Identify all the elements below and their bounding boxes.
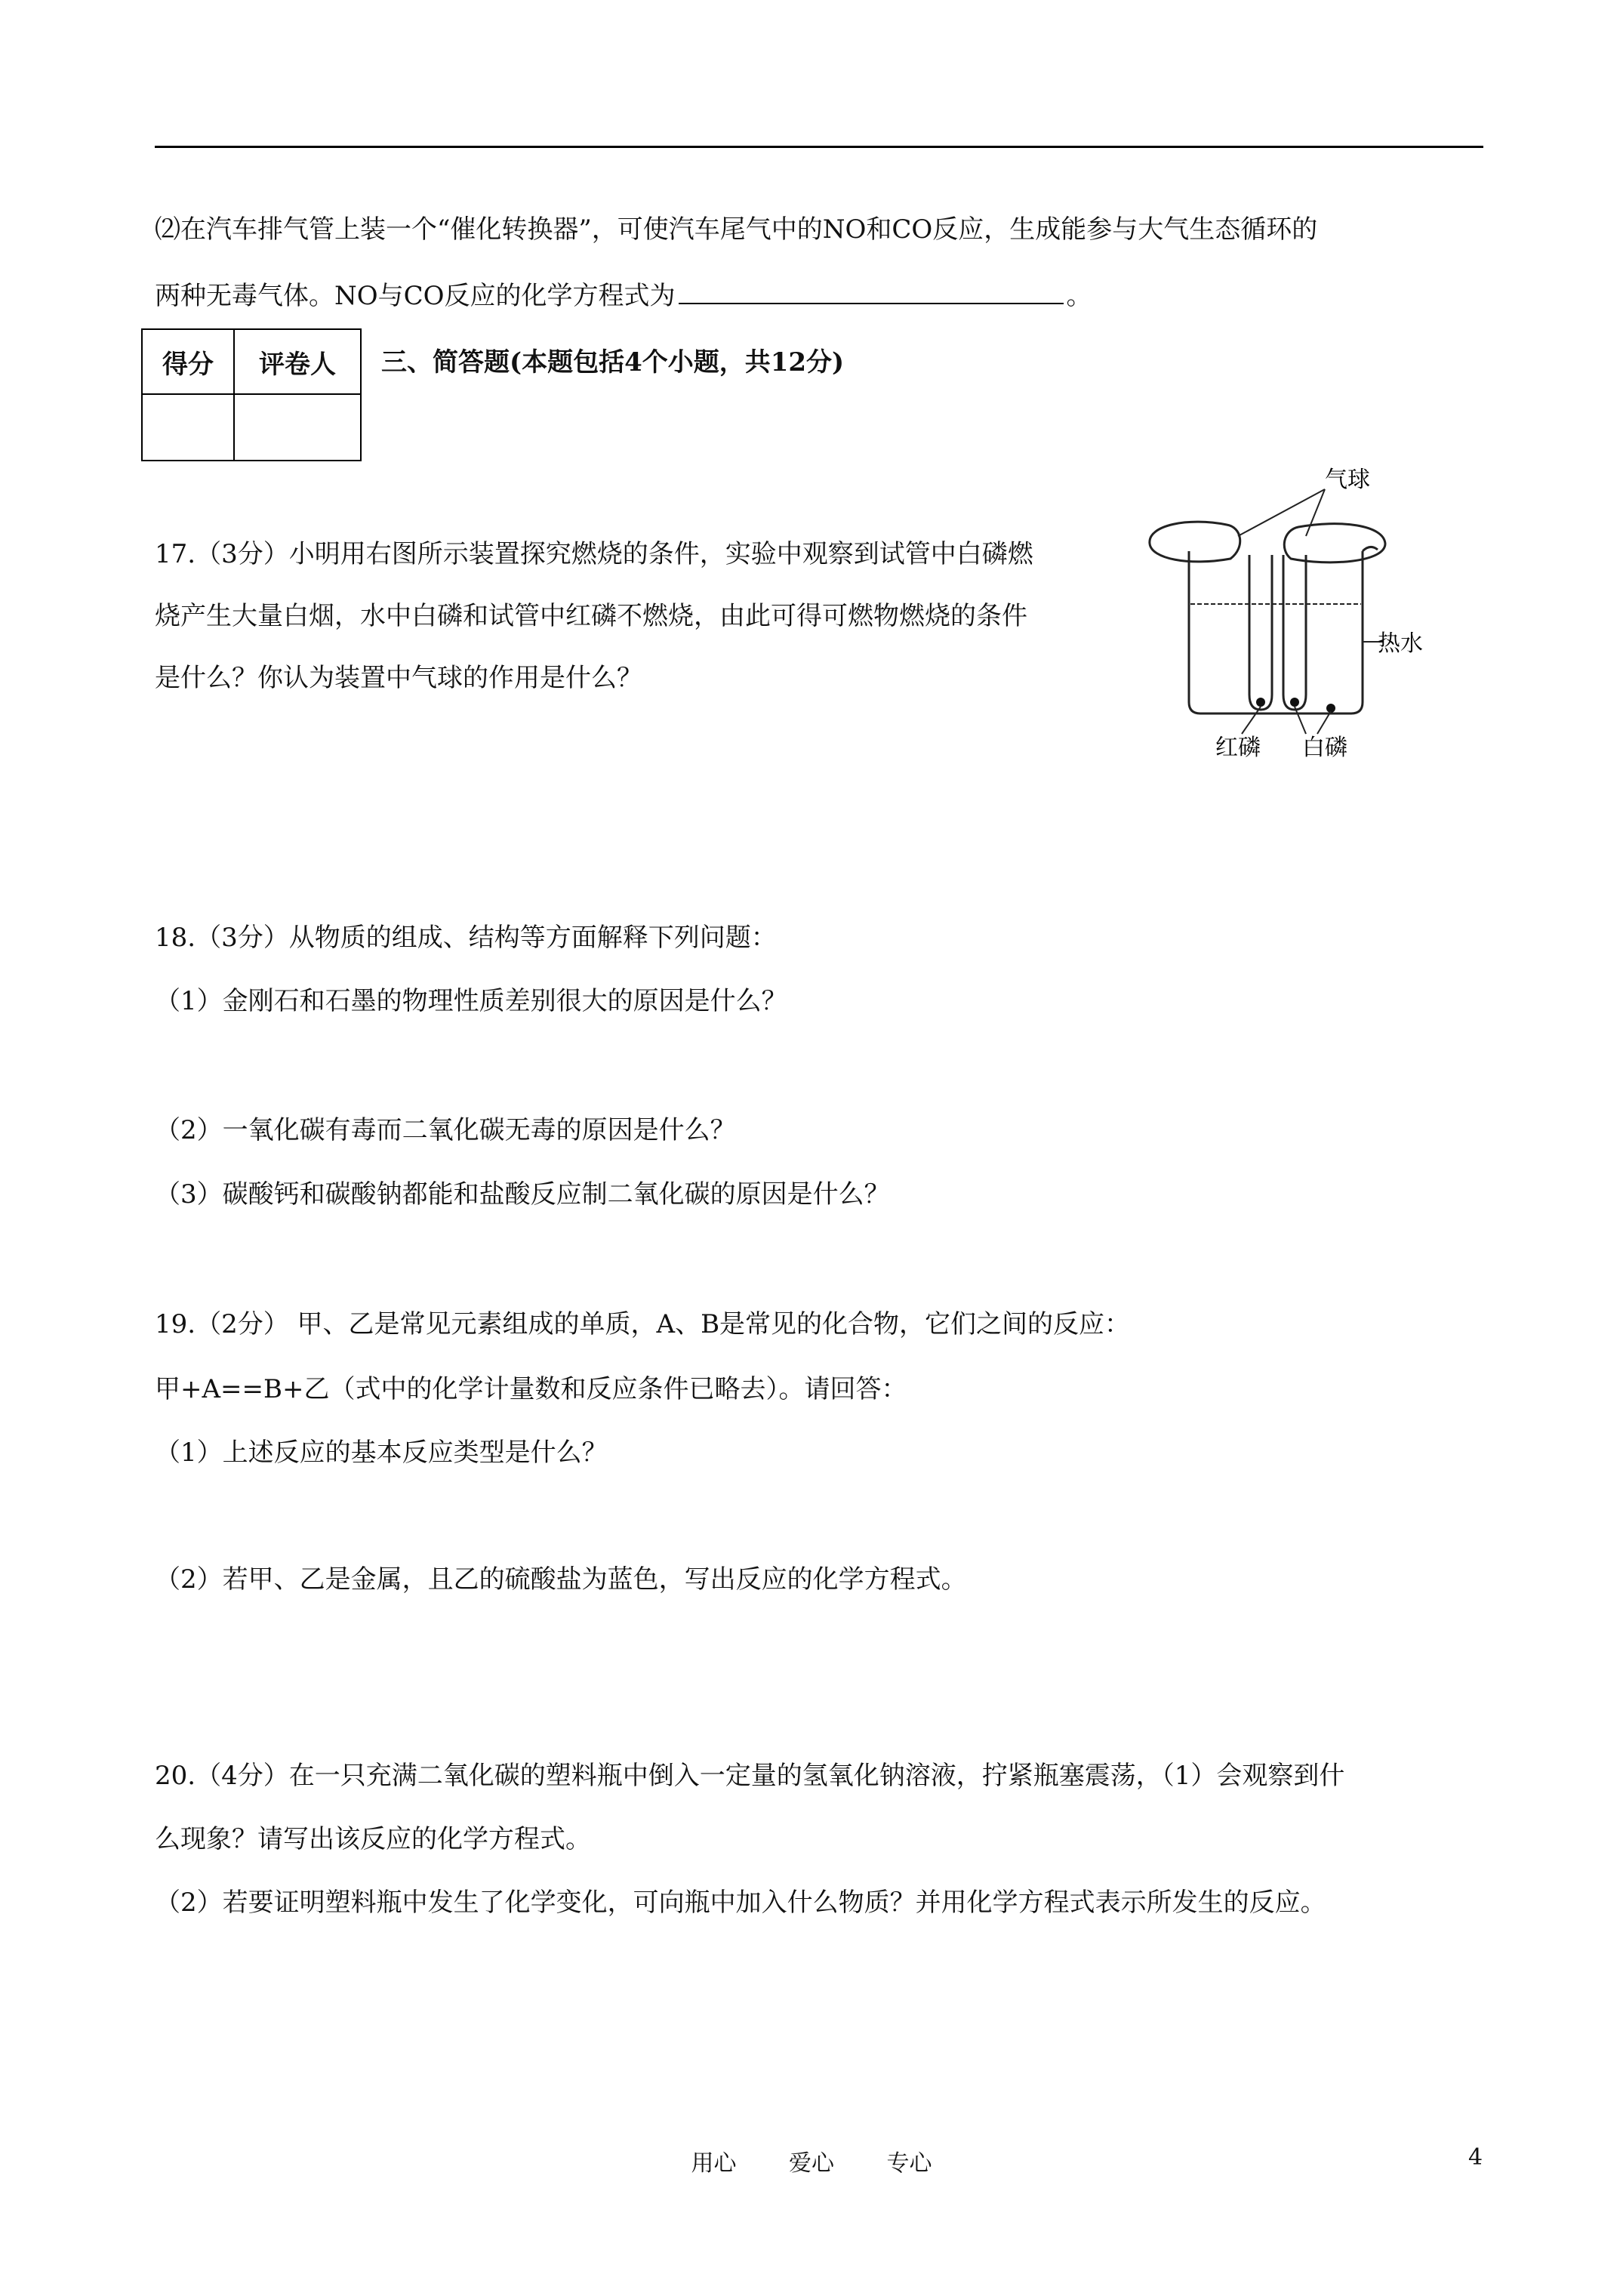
q20-line-2: 么现象？请写出该反应的化学方程式。: [155, 1824, 591, 1854]
test-tube-left: [1249, 555, 1272, 710]
q19-line-4: （2）若甲、乙是金属，且乙的硫酸盐为蓝色，写出反应的化学方程式。: [155, 1564, 967, 1595]
test-tube-right: [1283, 555, 1306, 710]
q16-line-2: [155, 279, 1092, 313]
q19-line-3: （1）上述反应的基本反应类型是什么？: [155, 1438, 608, 1468]
page-number: 4: [1468, 2144, 1483, 2171]
score-table: [141, 328, 362, 461]
section-title: 三、简答题(本题包括4个小题，共12分): [381, 347, 845, 378]
q19-line-1: 19.（2分） 甲、乙是常见元素组成的单质，A、B是常见的化合物，它们之间的反应：: [155, 1309, 1131, 1339]
q16-line-1: ⑵在汽车排气管上装一个“催化转换器”，可使汽车尾气中的NO和CO反应，生成能参与大气生态循环的: [155, 214, 1318, 245]
answer-blank[interactable]: [679, 280, 1064, 304]
header-rule: [155, 146, 1483, 148]
q20-line-3: （2）若要证明塑料瓶中发生了化学变化，可向瓶中加入什么物质？并用化学方程式表示所发生的反应。: [155, 1888, 1326, 1918]
q18-line-4: （3）碳酸钙和碳酸钠都能和盐酸反应制二氧化碳的原因是什么？: [155, 1179, 890, 1210]
right-balloon: [1284, 524, 1385, 562]
white-phosphorus-label: 白磷: [1302, 735, 1347, 761]
q17-line-1: 17.（3分）小明用右图所示装置探究燃烧的条件，实验中观察到试管中白磷燃: [155, 539, 1033, 569]
q19-line-2: 甲+A==B+乙（式中的化学计量数和反应条件已略去）。请回答：: [155, 1374, 907, 1404]
page-footer: [0, 2144, 1623, 2177]
q18-line-2: （1）金刚石和石墨的物理性质差别很大的原因是什么？: [155, 986, 787, 1016]
q18-line-3: （2）一氧化碳有毒而二氧化碳无毒的原因是什么？: [155, 1115, 736, 1145]
footer-text-1: 用心: [691, 2150, 737, 2177]
q16-line-2-end: 。: [1066, 281, 1092, 311]
red-phosphorus-label: 红磷: [1215, 735, 1261, 761]
grader-header: 评卷人: [234, 329, 361, 394]
hot-water-label: 热水: [1378, 630, 1423, 657]
q20-line-1: 20.（4分）在一只充满二氧化碳的塑料瓶中倒入一定量的氢氧化钠溶液，拧紧瓶塞震荡，（1）会观察到什: [155, 1761, 1345, 1791]
q17-line-2: 烧产生大量白烟，水中白磷和试管中红磷不燃烧，由此可得可燃物燃烧的条件: [155, 601, 1027, 631]
grader-cell[interactable]: [234, 394, 361, 461]
left-balloon: [1150, 522, 1240, 562]
footer-text-3: 专心: [886, 2150, 932, 2177]
q16-line-2-text: 两种无毒气体。NO与CO反应的化学方程式为: [155, 281, 676, 311]
score-cell[interactable]: [142, 394, 234, 461]
q17-line-3: 是什么？你认为装置中气球的作用是什么？: [155, 663, 642, 693]
score-header: 得分: [142, 329, 234, 394]
white-phosphorus-tube: [1290, 698, 1299, 707]
beaker: [1189, 551, 1363, 713]
q18-line-1: 18.（3分）从物质的组成、结构等方面解释下列问题：: [155, 923, 777, 953]
red-phosphorus: [1256, 698, 1265, 707]
footer-text-2: 爱心: [789, 2150, 834, 2177]
balloon-label: 气球: [1325, 467, 1370, 493]
combustion-apparatus-figure: [1144, 453, 1423, 763]
